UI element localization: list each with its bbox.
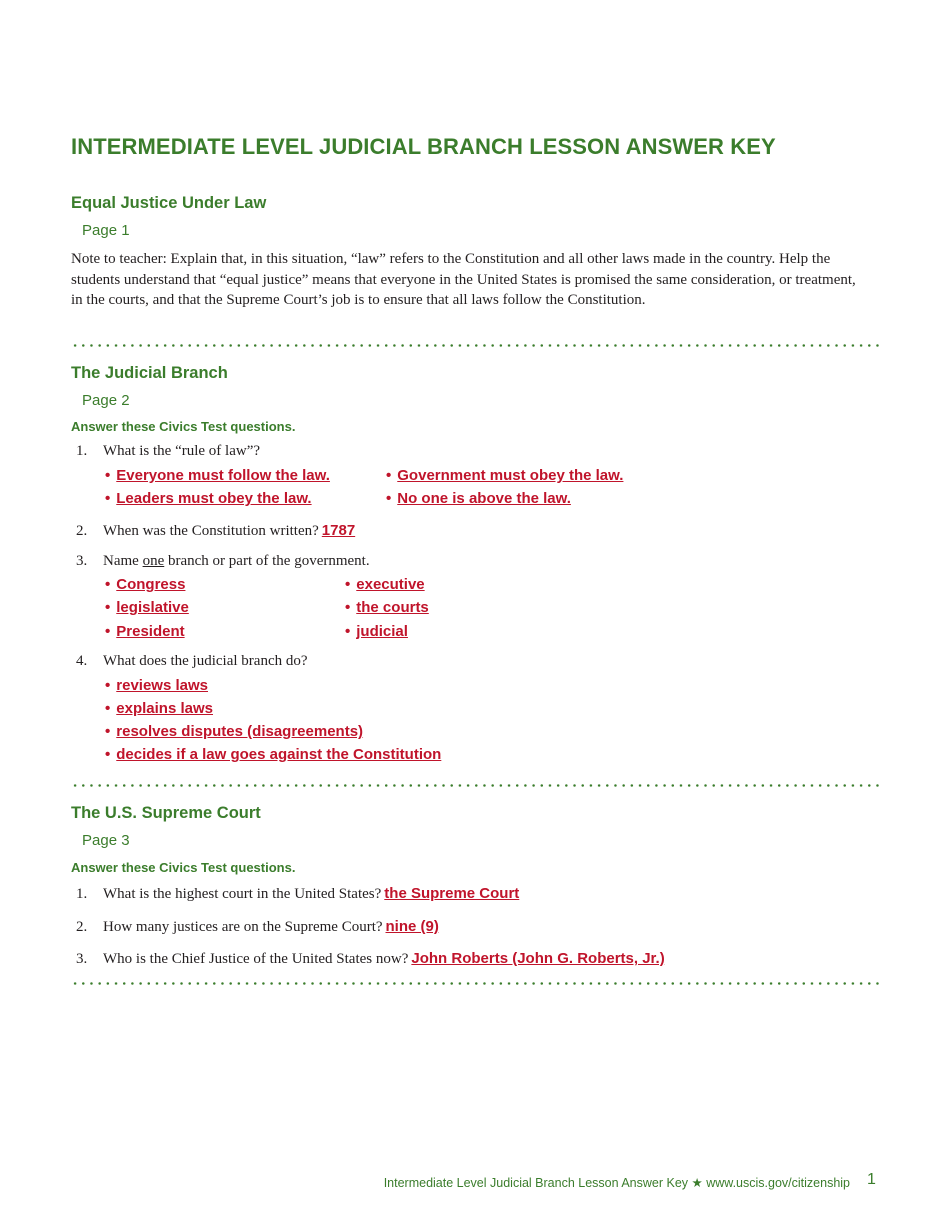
- question-1: 1. What is the highest court in the United States? the Supreme Court: [76, 885, 520, 902]
- answer-item: • reviews laws: [105, 677, 208, 694]
- footer-text: Intermediate Level Judicial Branch Lesson Answer Key ★ www.uscis.gov/citizenship: [383, 1176, 850, 1190]
- answer-item: • President: [105, 623, 185, 640]
- answer-key-page: [71, 0, 879, 1230]
- answer-item: • resolves disputes (disagreements): [105, 723, 364, 740]
- answer-item: • No one is above the law.: [386, 490, 571, 507]
- page-title: INTERMEDIATE LEVEL JUDICIAL BRANCH LESSON ANSWER KEY: [71, 134, 776, 159]
- answer-inline: John Roberts (John G. Roberts, Jr.): [411, 950, 665, 967]
- teacher-note: Note to teacher: Explain that, in this situation, “law” refers to the Constitution and all other laws made in the country. Help the students understand that “equal justice” means that everyone in the United States is promised the same consideration, or treatment, in the courts, and that the Supreme Court’s job is to ensure that all laws follow the Constitution.: [71, 251, 856, 308]
- answer-inline: the Supreme Court: [384, 885, 520, 902]
- instruction-text: Answer these Civics Test questions.: [71, 419, 296, 434]
- section-heading-supreme-court: The U.S. Supreme Court: [71, 804, 261, 822]
- dotted-divider: [71, 344, 879, 347]
- question-2: 2. When was the Constitution written? 1787: [76, 522, 356, 539]
- question-4: 4. What does the judicial branch do?: [76, 653, 308, 669]
- answer-inline: 1787: [321, 522, 356, 539]
- section-page-label: Page 1: [82, 222, 130, 239]
- answer-item: • executive: [345, 576, 425, 593]
- answer-item: • Everyone must follow the law.: [105, 467, 330, 484]
- question-3: 3. Name one branch or part of the government.: [76, 553, 370, 569]
- answer-item: • decides if a law goes against the Constitution: [105, 746, 442, 763]
- answer-item: • Leaders must obey the law.: [105, 490, 312, 507]
- page-number: 1: [867, 1171, 876, 1188]
- answer-item: • Congress: [105, 576, 186, 593]
- answer-inline: nine (9): [385, 918, 439, 935]
- question-1: 1. What is the “rule of law”?: [76, 443, 261, 459]
- answer-item: • legislative: [105, 599, 189, 616]
- answer-item: • explains laws: [105, 700, 213, 717]
- answer-item: • Government must obey the law.: [386, 467, 624, 484]
- dotted-divider: [71, 784, 879, 787]
- dotted-divider: [71, 982, 879, 985]
- question-3: 3. Who is the Chief Justice of the United States now? John Roberts (John G. Roberts, Jr.): [76, 950, 665, 967]
- answer-item: • judicial: [345, 623, 408, 640]
- answer-item: • the courts: [345, 599, 429, 616]
- section-heading-equal-justice: Equal Justice Under Law: [71, 194, 267, 212]
- instruction-text: Answer these Civics Test questions.: [71, 860, 296, 875]
- question-2: 2. How many justices are on the Supreme Court? nine (9): [76, 918, 439, 935]
- section-page-label: Page 2: [82, 392, 130, 409]
- section-heading-judicial-branch: The Judicial Branch: [71, 364, 228, 382]
- section-page-label: Page 3: [82, 832, 130, 849]
